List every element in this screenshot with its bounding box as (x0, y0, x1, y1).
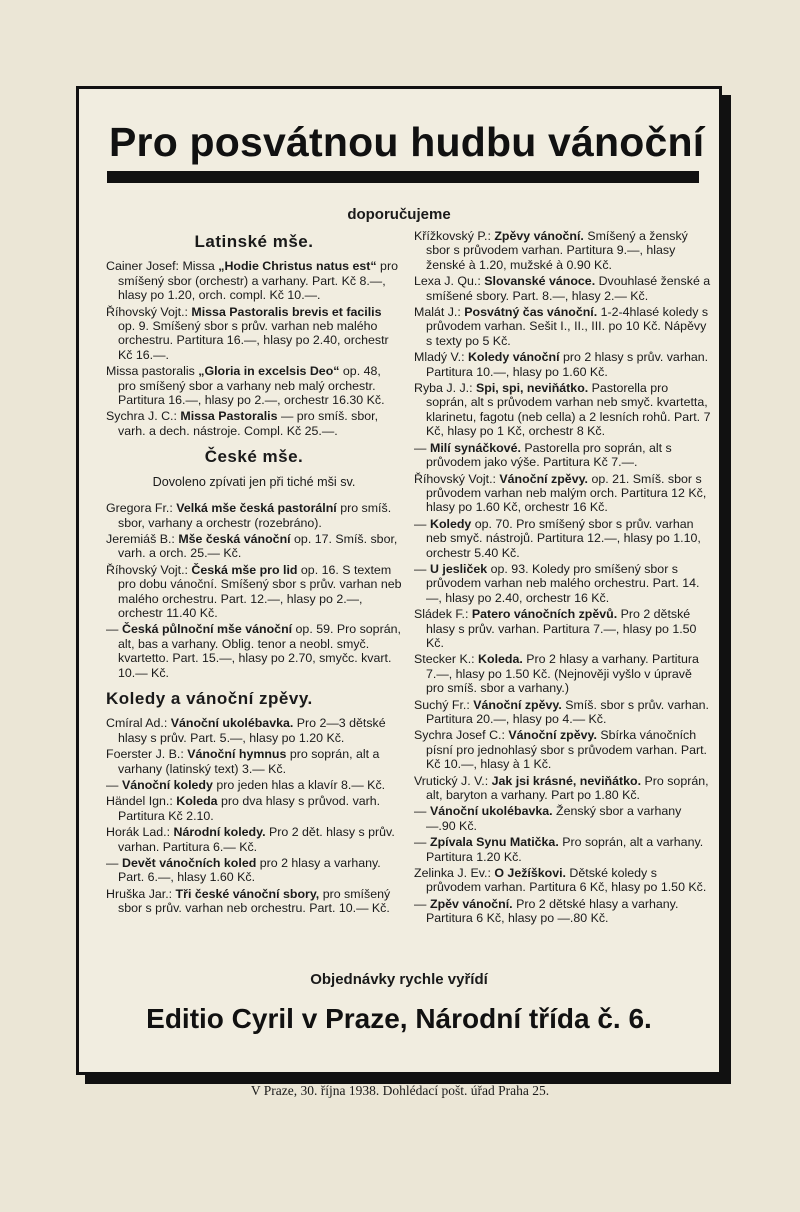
catalog-entry (106, 501, 402, 530)
entry-author: Lexa J. Qu.: (414, 274, 485, 289)
entry-title: Vánoční zpěvy. (508, 728, 597, 743)
entry-details: Pro soprán, alt, baryton a varhany. Part po 1.80 Kč. (426, 773, 709, 803)
catalog-entry (106, 856, 402, 885)
right-entries (414, 229, 712, 926)
entry-title: Česká mše pro lid (191, 562, 298, 577)
catalog-entry (106, 794, 402, 823)
entry-author: Horák Lad.: (106, 825, 174, 840)
entry-details: 1-2-4hlasé koledy s průvodem varhan. Sešit I., II., III. po 10 Kč. Nápěvy s texty po 5 Kč. (426, 305, 709, 348)
catalog-entry (414, 562, 712, 605)
entry-author: Říhovský Vojt.: (106, 304, 192, 319)
entry-title: Vánoční ukolébavka. (430, 804, 553, 819)
entry-details: op. 16. S textem pro dobu vánoční. Smíšený sbor s prův. varhan neb malého orchestru. Part. 12.—, hlasy po 2.—, orchestr 11.40 Kč. (118, 562, 402, 620)
catalog-entry (414, 274, 712, 303)
entry-details: pro smíš. sbor, varhany a orchestr (rozebráno). (118, 501, 392, 530)
catalog-entry (106, 778, 402, 792)
catalog-entry (414, 835, 712, 864)
entry-details: pro jeden hlas a klavír 8.— Kč. (212, 778, 386, 792)
entry-title: Česká půlnoční mše vánoční (122, 622, 293, 637)
catalog-entry (414, 350, 712, 379)
catalog-entry (106, 825, 402, 854)
entry-details: pro smíšený sbor s prův. varhan neb orchestru. Part. 10.— Kč. (118, 886, 391, 916)
continuation-dash: — (414, 561, 427, 576)
entry-title: Posvátný čas vánoční. (464, 305, 598, 320)
entry-details: Ženský sbor a varhany —.90 Kč. (426, 804, 682, 833)
entry-author: Jeremiáš B.: (106, 531, 179, 546)
section-note-czech: Dovoleno zpívati jen při tiché mši sv. (152, 474, 356, 489)
entry-author: Mladý V.: (414, 350, 468, 365)
entry-title: Velká mše česká pastorální (176, 501, 337, 516)
recommend-subheading: doporučujeme (347, 206, 451, 223)
entry-author: Cmíral Ad.: (106, 716, 171, 731)
catalog-entry (106, 409, 402, 438)
entry-author: Gregora Fr.: (106, 501, 177, 516)
catalog-entry (414, 305, 712, 348)
publisher-address: Editio Cyril v Praze, Národní třída č. 6. (146, 1003, 652, 1034)
entry-title: Koledy (430, 516, 472, 531)
entry-details: pro 2 hlasy a varhany. Part. 6.—, hlasy 1.60 Kč. (118, 856, 381, 885)
entry-details: op. 59. Pro soprán, alt, bas a varhany. Oblig. tenor a neobl. smyč. kvartetto. Part. 15.—, hlasy po 2.70, smyčc. kvart. 10.— Kč. (118, 622, 401, 680)
catalog-entry (414, 517, 712, 560)
entry-details: op. 9. Smíšený sbor s prův. varhan neb malého orchestru. Partitura 16.—, hlasy po 2.40, orchestr Kč 16.—. (118, 319, 389, 362)
entry-title: Milí synáčkové. (430, 440, 521, 455)
entry-author: Händel Ign.: (106, 794, 177, 809)
page-title: Pro posvátnou hudbu vánoční (109, 119, 705, 165)
entry-details: Pro 2 hlasy a varhany. Partitura 7.—, hlasy po 1.50 Kč. (Nejnověji vyšlo v úpravě pro smíš. sbor a varhany.) (426, 652, 699, 696)
entry-details: Pastorella pro soprán, alt s průvodem varhan neb smyč. kvartetta, klarinetu, fagotu (neb cella) a 2 lesních rohů. Part. 7 Kč, hlasy po 1 Kč, orchestr 8 Kč. (426, 381, 711, 439)
entry-details: Dvouhlasé ženské a smíšené sbory. Part. 8.—, hlasy 2.— Kč. (426, 274, 711, 303)
title-rule (107, 171, 699, 183)
entry-details: Pro 2—3 dětské hlasy s prův. Part. 5.—, hlasy po 1.20 Kč. (118, 716, 386, 745)
right-column (414, 229, 712, 928)
catalog-entry (106, 716, 402, 745)
entry-title: Koleda (176, 794, 218, 809)
czech-entries (106, 501, 402, 680)
entry-title: Zpěv vánoční. (430, 896, 513, 911)
entry-details: pro smíšený sbor (orchestr) a varhany. Part. Kč 8.—, hlasy po 1.20, orch. compl. Kč 10.—. (118, 259, 398, 303)
entry-details: Pro soprán, alt a varhany. Partitura 1.20 Kč. (426, 835, 704, 864)
catalog-entry (414, 866, 712, 895)
entry-author: Stecker K.: (414, 652, 479, 667)
entry-details: Pro 2 dětské hlasy s prův. varhan. Partitura 7.—, hlasy po 1.50 Kč. (426, 607, 697, 650)
orders-note: Objednávky rychle vyřídí (310, 971, 488, 988)
entry-details: pro dva hlasy s průvod. varh. Partitura Kč 2.10. (118, 794, 381, 823)
advertisement-frame (76, 86, 722, 1075)
entry-title: Koledy vánoční (467, 350, 560, 365)
entry-author: Suchý Fr.: (414, 697, 474, 712)
entry-author: Sládek F.: (414, 607, 472, 622)
left-column (106, 229, 402, 918)
section-heading-carols: Koledy a vánoční zpěvy. (106, 688, 313, 708)
entry-details: Pro 2 dětské hlasy a varhany. Partitura 6 Kč, hlasy po —.80 Kč. (426, 896, 679, 926)
entry-details: — pro smíš. sbor, varh. a dech. nástroje. Compl. Kč 25.—. (118, 409, 379, 438)
entry-details: Dětské koledy s průvodem varhan. Partitura 6 Kč, hlasy po 1.50 Kč. (426, 866, 707, 895)
entry-details: op. 48, pro smíšený sbor a varhany neb malý orchestr. Partitura 16.—, hlasy po 2.—, orchestr 16.30 Kč. (118, 364, 385, 408)
catalog-entry (414, 804, 712, 833)
entry-title: U jesliček (430, 561, 488, 576)
entry-author: Missa pastoralis (106, 364, 199, 379)
continuation-dash: — (106, 778, 119, 792)
continuation-dash: — (414, 440, 427, 455)
continuation-dash: — (106, 622, 119, 637)
entry-title: Koleda. (478, 652, 523, 667)
entry-details: op. 21. Smíš. sbor s průvodem varhan neb malým orch. Partitura 12 Kč, hlasy po 1.60 Kč, orchestr 16 Kč. (426, 471, 707, 515)
entry-title: Národní koledy. (173, 825, 266, 840)
section-heading-latin: Latinské mše. (194, 232, 314, 251)
entry-details: pro 2 hlasy s prův. varhan. Partitura 10.—, hlasy po 1.60 Kč. (426, 350, 709, 379)
section-heading-czech: České mše. (204, 447, 304, 467)
catalog-entry (414, 472, 712, 515)
carol-entries (106, 716, 402, 915)
catalog-entry (414, 728, 712, 771)
entry-details: Smíš. sbor s prův. varhan. Partitura 20.—, hlasy po 4.— Kč. (426, 697, 709, 726)
entry-title: „Hodie Christus natus est“ (218, 259, 377, 274)
catalog-entry (414, 774, 712, 803)
entry-author: Říhovský Vojt.: (414, 471, 500, 486)
latin-entries (106, 259, 402, 438)
entry-title: O Ježíškovi. (494, 866, 566, 881)
entry-title: Vánoční zpěvy. (499, 471, 589, 486)
entry-title: Vánoční hymnus (187, 747, 287, 762)
entry-title: Mše česká vánoční (178, 531, 291, 546)
entry-details: Sbírka vánočních písní pro jednohlasý sbor s průvodem varhan. Part. Kč 10.—, hlasy à 1 Kč. (426, 728, 708, 772)
entry-details: Pastorella pro soprán, alt s průvodem jako výše. Partitura Kč 7.—. (426, 440, 672, 470)
entry-title: Jak jsi krásné, neviňátko. (491, 773, 642, 788)
entry-author: Hruška Jar.: (106, 886, 176, 901)
continuation-dash: — (414, 804, 427, 819)
entry-title: Devět vánočních koled (122, 856, 257, 871)
entry-title: Spi, spi, neviňátko. (475, 381, 589, 396)
entry-details: op. 70. Pro smíšený sbor s prův. varhan neb smyč. nástrojů. Partitura 12.—, hlasy po 1.10, orchestr 5.40 Kč. (426, 516, 701, 560)
entry-title: „Gloria in excelsis Deo“ (198, 364, 340, 379)
entry-author: Cainer Josef: Missa (106, 259, 219, 274)
entry-author: Sychra Josef C.: (414, 728, 509, 743)
entry-title: Patero vánočních zpěvů. (471, 607, 618, 622)
entry-title: Missa Pastoralis (180, 409, 278, 424)
entry-title: Vánoční ukolébavka. (170, 716, 294, 731)
entry-details: Smíšený a ženský sbor s průvodem varhan. Partitura 9.—, hlasy ženské à 1.20, mužské à 0.90 Kč. (426, 229, 688, 272)
catalog-entry (414, 229, 712, 272)
entry-title: Zpívala Synu Matička. (430, 835, 559, 850)
entry-details: op. 93. Koledy pro smíšený sbor s průvodem varhan neb malého orchestru. Part. 14.—, hlasy po 2.40, orchestr 16 Kč. (426, 561, 700, 605)
entry-author: Foerster J. B.: (106, 747, 188, 762)
catalog-entry (106, 305, 402, 363)
footer-postal-note: V Praze, 30. října 1938. Dohlédací pošt. úřad Praha 25. (250, 1083, 550, 1098)
catalog-entry (106, 747, 402, 776)
entry-details: pro soprán, alt a varhany (latinský text) 3.— Kč. (118, 747, 380, 776)
entry-author: Malát J.: (414, 305, 465, 320)
entry-details: Pro 2 dět. hlasy s prův. varhan. Partitura 6.— Kč. (118, 825, 395, 854)
catalog-entry (414, 698, 712, 727)
continuation-dash: — (414, 896, 427, 911)
entry-author: Vrutický J. V.: (414, 773, 492, 788)
entry-title: Missa Pastoralis brevis et facilis (191, 304, 382, 319)
catalog-entry (414, 441, 712, 470)
catalog-entry (106, 532, 402, 561)
catalog-entry (106, 259, 402, 302)
catalog-entry (414, 652, 712, 695)
entry-details: op. 17. Smíš. sbor, varh. a orch. 25.— Kč. (118, 531, 398, 561)
entry-title: Zpěvy vánoční. (494, 229, 584, 243)
entry-author: Zelinka J. Ev.: (414, 866, 495, 881)
continuation-dash: — (414, 835, 427, 850)
entry-author: Říhovský Vojt.: (106, 562, 192, 577)
entry-title: Vánoční koledy (122, 778, 213, 792)
entry-author: Křížkovský P.: (414, 229, 495, 243)
continuation-dash: — (414, 516, 427, 531)
catalog-entry (414, 607, 712, 650)
catalog-entry (414, 897, 712, 926)
entry-author: Sychra J. C.: (106, 409, 181, 424)
entry-title: Slovanské vánoce. (484, 274, 596, 289)
entry-title: Tři české vánoční sbory, (175, 886, 320, 901)
catalog-entry (106, 563, 402, 621)
catalog-entry (414, 381, 712, 439)
catalog-entry (106, 622, 402, 680)
catalog-entry (106, 887, 402, 916)
entry-author: Ryba J. J.: (414, 381, 476, 396)
continuation-dash: — (106, 856, 119, 871)
entry-title: Vánoční zpěvy. (473, 697, 562, 712)
catalog-entry (106, 364, 402, 407)
